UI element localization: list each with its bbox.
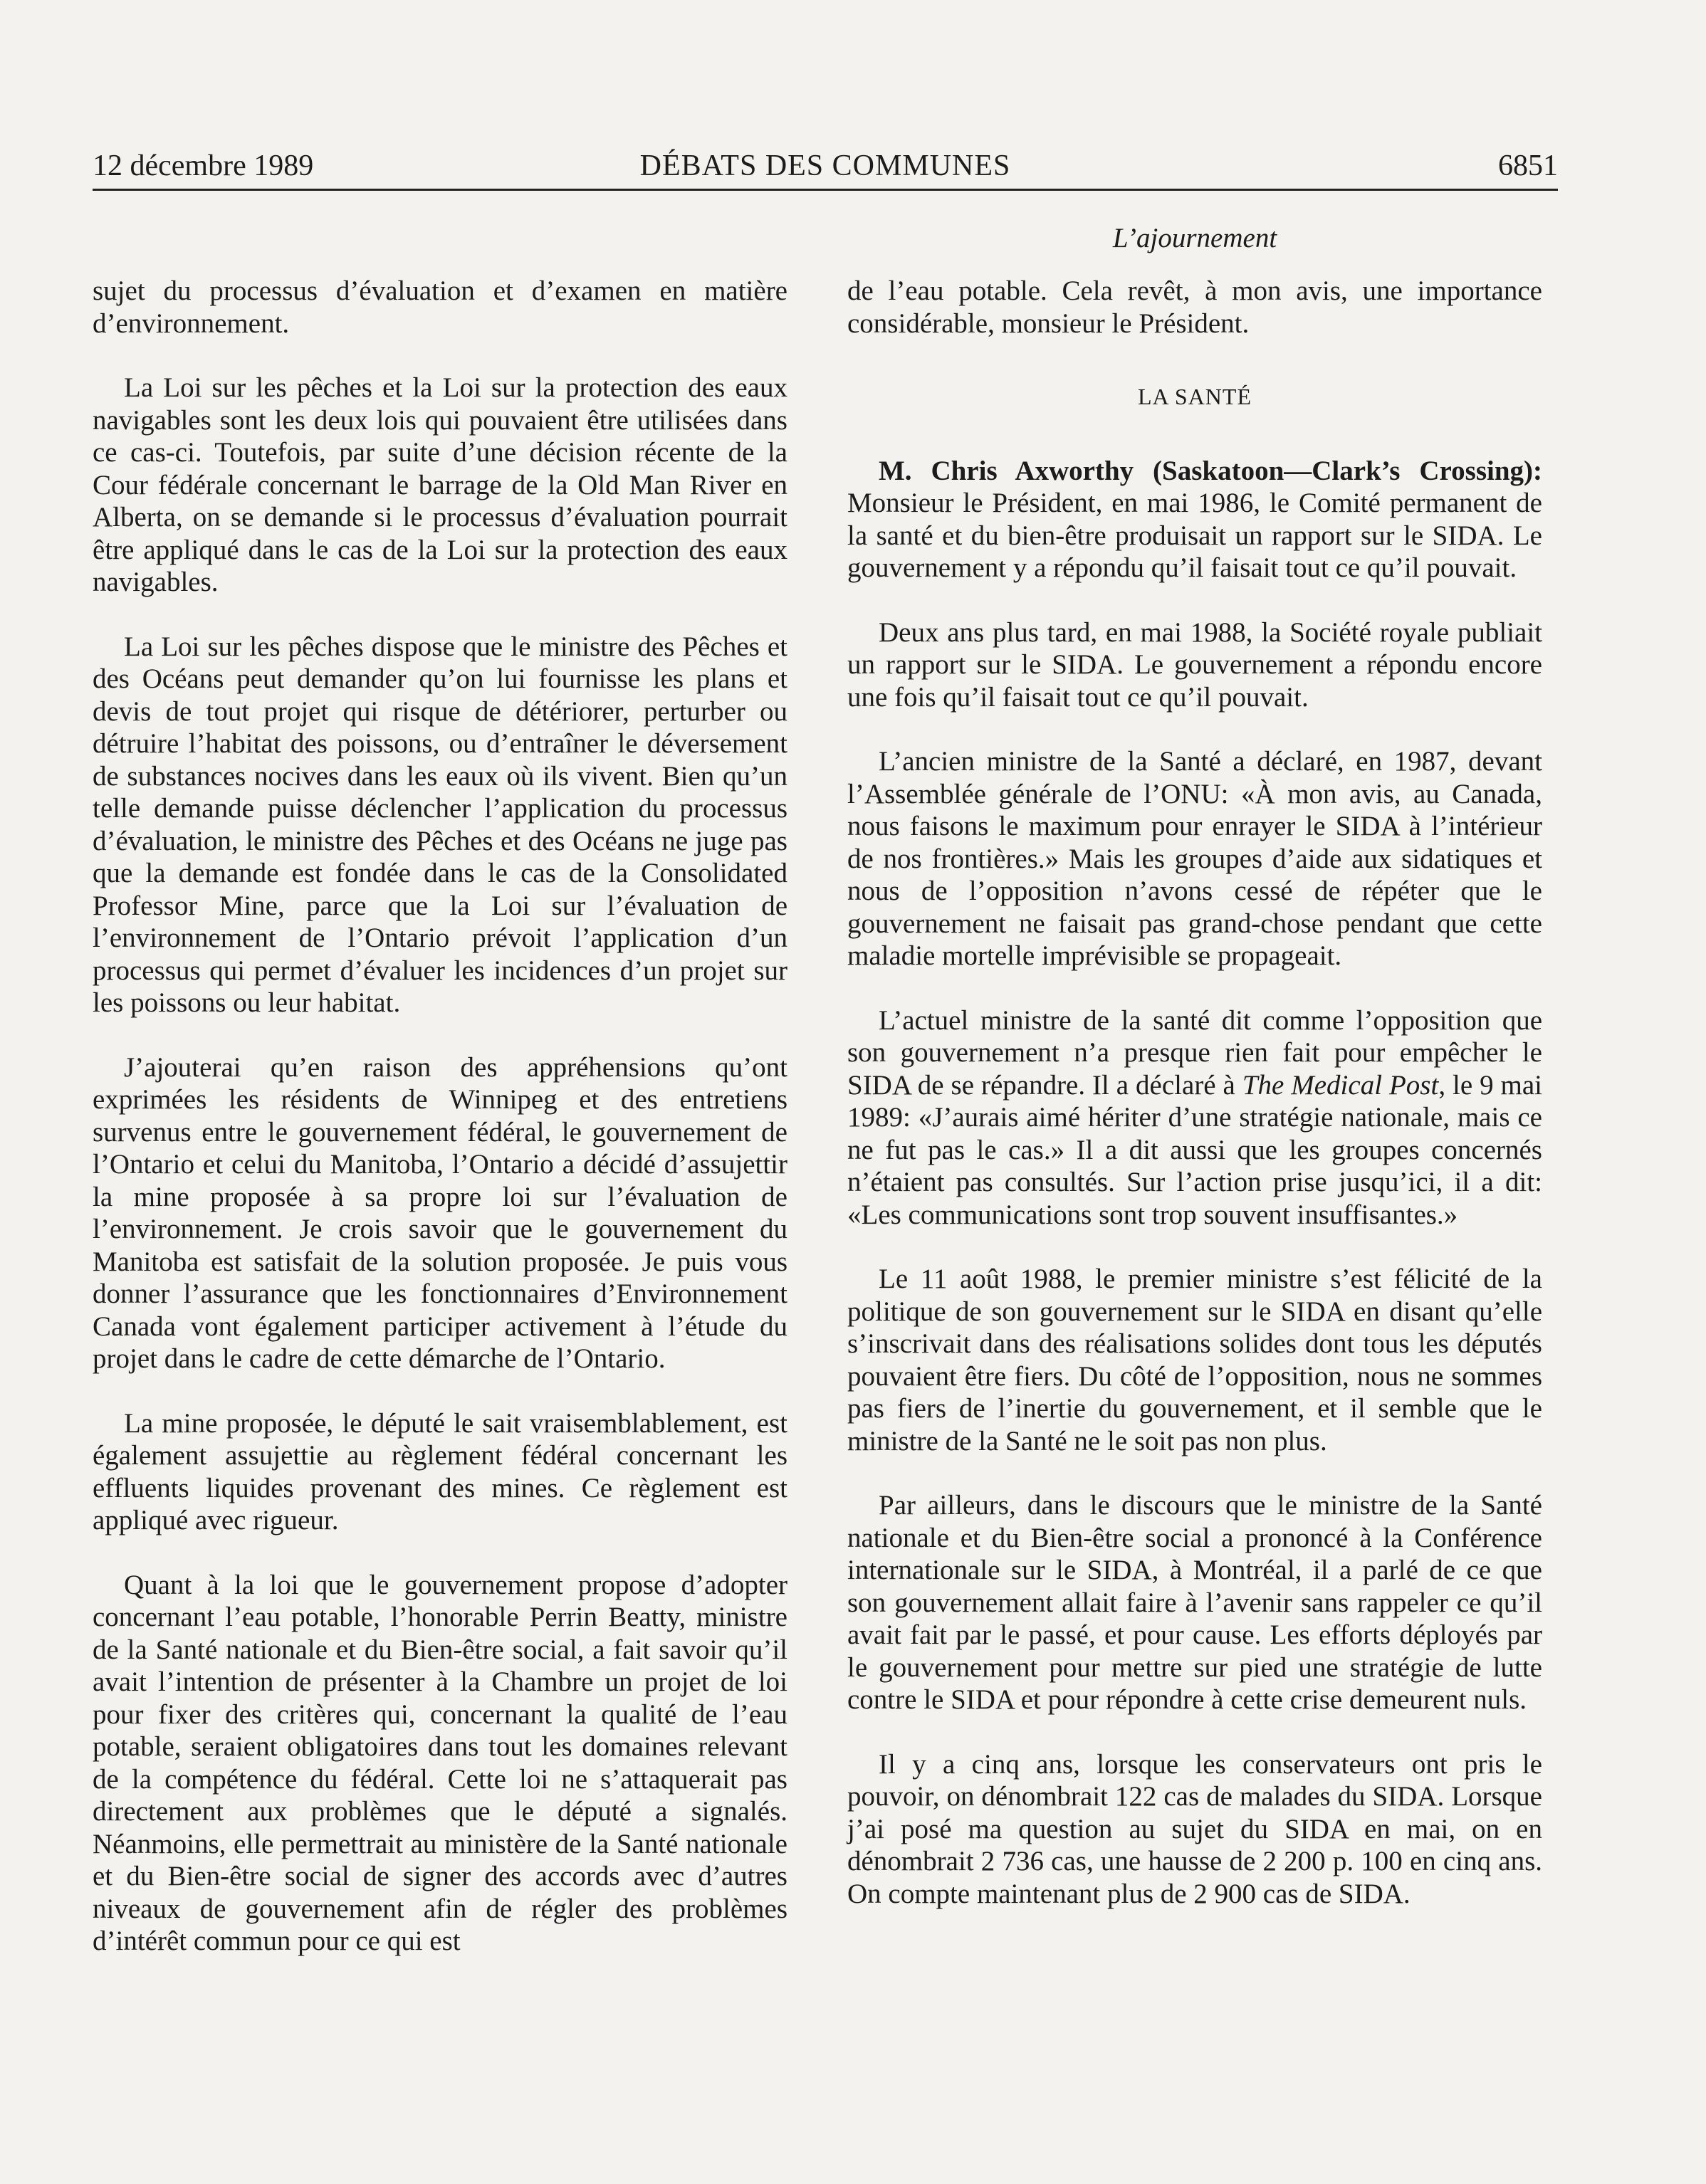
running-head: L’ajournement — [1112, 223, 1277, 253]
header-title: DÉBATS DES COMMUNES — [639, 149, 1011, 182]
paragraph: La Loi sur les pêches dispose que le ministre des Pêches et des Océans peut demander qu’on lui fournisse les plans et devis de tout projet qui risque de détériorer, perturber ou détruire l’habitat des poissons, ou d’entraîner le déversement de substances nocives dans les eaux où ils vivent. Bien qu’un telle demande puisse déclencher l’application du processus d’évaluation, le ministre des Pêches et des Océans ne juge pas que la demande est fondée dans le cas de la Consolidated Professor Mine, parce que la Loi sur l’évaluation de l’environnement de l’Ontario prévoit l’application d’un processus qui permet d’évaluer les incidences d’un projet sur les poissons ou leur habitat. — [93, 631, 787, 1018]
page-header — [93, 146, 1558, 191]
paragraph-text: L’actuel ministre de la santé dit comme l’opposition que son gouvernement n’a presque rien fait pour empêcher le SIDA de se répandre. Il a déclaré à — [847, 1004, 1542, 1101]
speaker-text: Monsieur le Président, en mai 1986, le Comité permanent de la santé et du bien-être produisait un rapport sur le SIDA. Le gouvernement y a répondu qu’il faisait tout ce qu’il pouvait. — [847, 488, 1542, 583]
paragraph: Par ailleurs, dans le discours que le ministre de la Santé nationale et du Bien-être social a prononcé à la Conférence internationale sur le SIDA, à Montréal, il a parlé de ce que son gouvernement allait faire à l’avenir sans rappeler ce qu’il avait fait par le passé, et pour cause. Les efforts déployés par le gouvernement pour mettre sur pied une stratégie de lutte contre le SIDA et pour répondre à cette crise demeurent nuls. — [847, 1490, 1542, 1715]
paragraph: La Loi sur les pêches et la Loi sur la protection des eaux navigables sont les deux lois qui pouvaient être utilisées dans ce cas-ci. Toutefois, par suite d’une décision récente de la Cour fédérale concernant le barrage de la Old Man River en Alberta, on se demande si le processus d’évaluation pourrait être appliqué dans le cas de la Loi sur la protection des eaux navigables. — [93, 372, 787, 597]
paragraph — [847, 1004, 1542, 1232]
right-column — [847, 275, 1542, 1910]
paragraph: sujet du processus d’évaluation et d’examen en matière d’environnement. — [93, 275, 787, 339]
section-heading: LA SANTÉ — [1138, 384, 1252, 409]
paragraph: Deux ans plus tard, en mai 1988, la Société royale publiait un rapport sur le SIDA. Le gouvernement a répondu encore une fois qu’il faisait tout ce qu’il pouvait. — [847, 616, 1542, 713]
paragraph: J’ajouterai qu’en raison des appréhensions qu’ont exprimées les résidents de Winnipeg et des entretiens survenus entre le gouvernement fédéral, le gouvernement de l’Ontario et celui du Manitoba, l’Ontario a décidé d’assujettir la mine proposée à sa propre loi sur l’évaluation de l’environnement. Je crois savoir que le gouvernement du Manitoba est satisfait de la solution proposée. Je puis vous donner l’assurance que les fonctionnaires d’Environnement Canada vont également participer activement à l’étude du projet dans le cadre de cette démarche de l’Ontario. — [93, 1051, 787, 1374]
paragraph: Le 11 août 1988, le premier ministre s’est félicité de la politique de son gouvernement sur le SIDA en disant qu’elle s’inscrivait dans des réalisations solides dont tous les députés pouvaient être fiers. Du côté de l’opposition, nous ne sommes pas fiers de l’inertie du gouvernement, et il semble que le ministre de la Santé ne le soit pas non plus. — [847, 1264, 1542, 1456]
paragraph: L’ancien ministre de la Santé a déclaré, en 1987, devant l’Assemblée générale de l’ONU: «À mon avis, au Canada, nous faisons le maximum pour enrayer le SIDA à l’intérieur de nos frontières.» Mais les groupes d’aide aux sidatiques et nous de l’opposition n’avons cessé de répéter que le gouvernement ne faisait pas grand-chose pendant que cette maladie mortelle imprévisible se propageait. — [847, 746, 1542, 971]
paragraph-text: , le 9 mai 1989: «J’aurais aimé hériter d’une stratégie nationale, mais ce ne fut pas le cas.» Il a dit aussi que les groupes concernés n’étaient pas consultés. Sur l’action prise jusqu’ici, il a dit: «Les communications sont trop souvent insuffisantes.» — [847, 1069, 1542, 1230]
speaker-paragraph — [847, 455, 1542, 584]
speaker-name: M. Chris Axworthy (Saskatoon—Clark’s Crossing): — [879, 455, 1542, 486]
paragraph: Il y a cinq ans, lorsque les conservateurs ont pris le pouvoir, on dénombrait 122 cas de malades du SIDA. Lorsque j’ai posé ma question au sujet du SIDA en mai, on en dénombrait 2 736 cas, une hausse de 2 200 p. 100 en cinq ans. On compte maintenant plus de 2 900 cas de SIDA. — [847, 1748, 1542, 1909]
paragraph: Quant à la loi que le gouvernement propose d’adopter concernant l’eau potable, l’honorable Perrin Beatty, ministre de la Santé nationale et du Bien-être social, a fait savoir qu’il avait l’intention de présenter à la Chambre un projet de loi pour fixer des critères qui, concernant la qualité de l’eau potable, seraient obligatoires dans tout les domaines relevant de la compétence du fédéral. Cette loi ne s’attaquerait pas directement aux problèmes que le député a signalés. Néanmoins, elle permettrait au ministère de la Santé nationale et du Bien-être social de signer des accords avec d’autres niveaux de gouvernement afin de régler des problèmes d’intérêt commun pour ce qui est — [93, 1569, 787, 1956]
left-column — [93, 275, 787, 1958]
publication-title: The Medical Post — [1242, 1069, 1439, 1101]
header-date: 12 décembre 1989 — [93, 149, 314, 182]
page-number: 6851 — [1498, 149, 1558, 182]
paragraph: de l’eau potable. Cela revêt, à mon avis, une importance considérable, monsieur le Président. — [847, 275, 1542, 339]
paragraph: La mine proposée, le député le sait vraisemblablement, est également assujettie au règlement fédéral concernant les effluents liquides provenant des mines. Ce règlement est appliqué avec rigueur. — [93, 1407, 787, 1535]
